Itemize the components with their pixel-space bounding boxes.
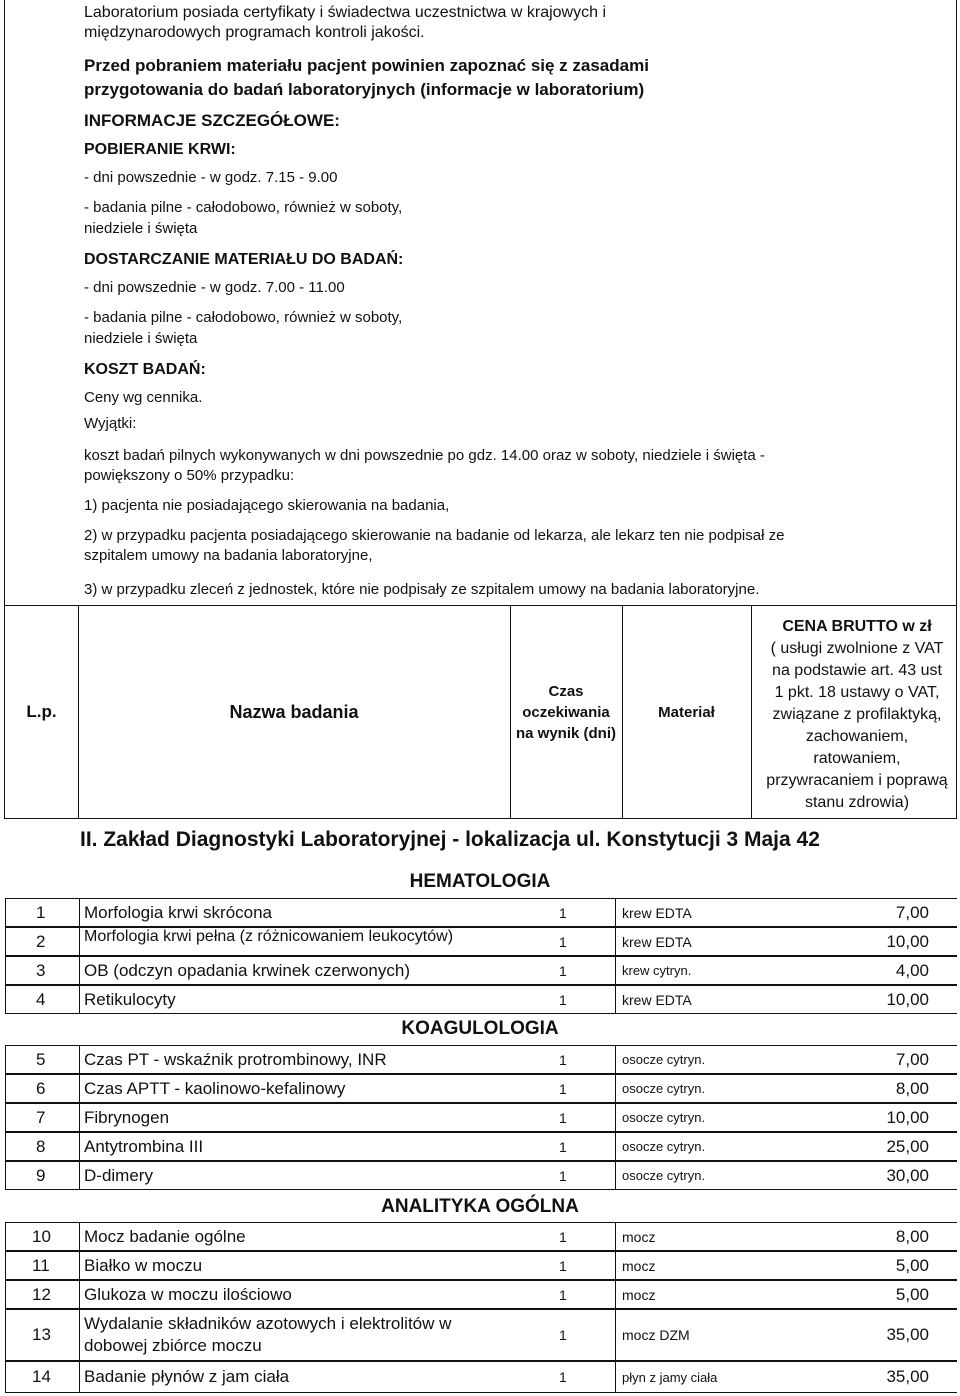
row-lp: 13 bbox=[5, 1310, 77, 1360]
exceptions-line-2: powiększony o 50% przypadku: bbox=[84, 467, 295, 484]
row-price: 5,00 bbox=[895, 1255, 929, 1275]
header-price-line-2: na podstawie art. 43 ust bbox=[772, 662, 942, 679]
row-price: 7,00 bbox=[895, 902, 929, 922]
row-time: 1 bbox=[559, 1051, 567, 1068]
row-name: Białko w moczu bbox=[79, 1252, 515, 1279]
row-price: 30,00 bbox=[886, 1165, 929, 1185]
row-time: 1 bbox=[559, 962, 567, 979]
row-price: 8,00 bbox=[895, 1226, 929, 1246]
row-material: mocz DZM bbox=[615, 1310, 755, 1360]
row-material: osocze cytryn. bbox=[615, 1133, 755, 1160]
warning-line-1: Przed pobraniem materiału pacjent powinien zapoznać się z zasadami bbox=[84, 56, 649, 75]
row-time: 1 bbox=[559, 991, 567, 1008]
row-time: 1 bbox=[559, 1138, 567, 1155]
case-2b: szpitalem umowy na badania laboratoryjne, bbox=[84, 547, 373, 564]
row-time: 1 bbox=[559, 1080, 567, 1097]
row-price: 25,00 bbox=[886, 1136, 929, 1156]
header-time-line-1: Czas bbox=[548, 682, 584, 700]
row-price: 4,00 bbox=[895, 960, 929, 980]
table-row bbox=[5, 927, 957, 956]
header-name: Nazwa badania bbox=[229, 701, 359, 722]
row-material: osocze cytryn. bbox=[615, 1104, 755, 1131]
details-heading: INFORMACJE SZCZEGÓŁOWE: bbox=[84, 111, 340, 130]
row-name: Retikulocyty bbox=[79, 986, 515, 1013]
exceptions-line-1: koszt badań pilnych wykonywanych w dni powszednie po gdz. 14.00 oraz w soboty, niedziele i święta - bbox=[84, 447, 765, 464]
case-1: 1) pacjenta nie posiadającego skierowania na badania, bbox=[84, 497, 450, 514]
row-material: osocze cytryn. bbox=[615, 1075, 755, 1102]
table-header bbox=[4, 605, 957, 819]
row-lp: 8 bbox=[5, 1133, 77, 1160]
case-3: 3) w przypadku zleceń z jednostek, które nie podpisały ze szpitalem umowy na badania laboratoryjne. bbox=[84, 581, 760, 598]
table-row bbox=[5, 1361, 957, 1393]
exceptions-label: Wyjątki: bbox=[84, 415, 137, 432]
row-name: Morfologia krwi skrócona bbox=[79, 899, 515, 926]
table-row bbox=[5, 1251, 957, 1280]
header-price bbox=[752, 616, 960, 814]
cert-line-2: międzynarodowych programach kontroli jakości. bbox=[84, 24, 425, 41]
header-material: Materiał bbox=[658, 703, 715, 721]
row-material: krew cytryn. bbox=[615, 957, 755, 984]
blood-urgent-2: niedziele i święta bbox=[84, 220, 198, 237]
row-lp: 5 bbox=[5, 1046, 77, 1073]
row-material: osocze cytryn. bbox=[615, 1162, 755, 1189]
section-coagulation: KOAGULOLOGIA bbox=[401, 1018, 559, 1039]
blood-urgent-1: - badania pilne - całodobowo, również w soboty, bbox=[84, 199, 403, 216]
row-name: Czas APTT - kaolinowo-kefalinowy bbox=[79, 1075, 515, 1102]
case-2a: 2) w przypadku pacjenta posiadającego skierowanie na badanie od lekarza, ale lekarz ten nie podpisał ze bbox=[84, 527, 785, 544]
row-lp: 10 bbox=[5, 1223, 77, 1250]
row-name: Morfologia krwi pełna (z różnicowaniem leukocytów) bbox=[79, 928, 515, 955]
row-time: 1 bbox=[559, 1286, 567, 1303]
table-row bbox=[5, 1280, 957, 1309]
cost-heading: KOSZT BADAŃ: bbox=[84, 361, 206, 378]
cost-text: Ceny wg cennika. bbox=[84, 389, 203, 406]
row-lp: 4 bbox=[5, 986, 77, 1013]
row-lp: 6 bbox=[5, 1075, 77, 1102]
header-price-line-3: 1 pkt. 18 ustawy o VAT, bbox=[774, 684, 940, 701]
delivery-heading: DOSTARCZANIE MATERIAŁU DO BADAŃ: bbox=[84, 251, 404, 268]
row-name: Antytrombina III bbox=[79, 1133, 515, 1160]
row-material: osocze cytryn. bbox=[615, 1046, 755, 1073]
header-lp: L.p. bbox=[26, 702, 57, 721]
row-price: 10,00 bbox=[886, 931, 929, 951]
row-time: 1 bbox=[559, 1228, 567, 1245]
section-hematology: HEMATOLOGIA bbox=[409, 871, 551, 892]
header-price-line-6: ratowaniem, bbox=[813, 750, 901, 767]
row-price: 10,00 bbox=[886, 1107, 929, 1127]
row-price: 7,00 bbox=[895, 1049, 929, 1069]
table-row bbox=[5, 1161, 957, 1190]
header-price-line-5: zachowaniem, bbox=[805, 728, 909, 745]
section-urinalysis: ANALITYKA OGÓLNA bbox=[381, 1196, 579, 1217]
row-name: Badanie płynów z jam ciała bbox=[79, 1362, 515, 1392]
info-block bbox=[4, 0, 957, 605]
table-row bbox=[5, 1222, 957, 1251]
row-material: mocz bbox=[615, 1281, 755, 1308]
table-row bbox=[5, 1132, 957, 1161]
row-price: 35,00 bbox=[886, 1367, 929, 1386]
row-time: 1 bbox=[559, 1109, 567, 1126]
row-name: Glukoza w moczu ilościowo bbox=[79, 1281, 515, 1308]
table-row bbox=[5, 1309, 957, 1361]
header-time-line-3: na wynik (dni) bbox=[515, 724, 616, 742]
row-name: Wydalanie składników azotowych i elektrolitów w dobowej zbiórce moczu bbox=[79, 1310, 515, 1360]
row-time: 1 bbox=[559, 1369, 567, 1385]
blood-weekdays: - dni powszednie - w godz. 7.15 - 9.00 bbox=[84, 169, 338, 186]
department-title: II. Zakład Diagnostyki Laboratoryjnej - lokalizacja ul. Konstytucji 3 Maja 42 bbox=[80, 828, 820, 851]
header-price-line-7: przywracaniem i poprawą bbox=[766, 772, 948, 789]
row-material: płyn z jamy ciała bbox=[615, 1362, 755, 1392]
row-lp: 2 bbox=[5, 928, 77, 955]
table-row bbox=[5, 1103, 957, 1132]
row-material: mocz bbox=[615, 1252, 755, 1279]
header-price-line-8: stanu zdrowia) bbox=[804, 794, 910, 811]
table-row bbox=[5, 1045, 957, 1074]
row-name: Mocz badanie ogólne bbox=[79, 1223, 515, 1250]
row-lp: 14 bbox=[5, 1362, 77, 1392]
cert-line-1: Laboratorium posiada certyfikaty i świadectwa uczestnictwa w krajowych i bbox=[84, 4, 606, 21]
table-row bbox=[5, 956, 957, 985]
header-time bbox=[510, 606, 622, 818]
row-lp: 3 bbox=[5, 957, 77, 984]
delivery-weekdays: - dni powszednie - w godz. 7.00 - 11.00 bbox=[84, 279, 345, 296]
row-time: 1 bbox=[559, 933, 567, 950]
delivery-urgent-1: - badania pilne - całodobowo, również w soboty, bbox=[84, 309, 403, 326]
row-price: 35,00 bbox=[886, 1325, 929, 1344]
row-material: mocz bbox=[615, 1223, 755, 1250]
row-material: krew EDTA bbox=[615, 986, 755, 1013]
row-name: D-dimery bbox=[79, 1162, 515, 1189]
row-material: krew EDTA bbox=[615, 899, 755, 926]
row-time: 1 bbox=[559, 1327, 567, 1343]
row-time: 1 bbox=[559, 904, 567, 921]
row-lp: 11 bbox=[5, 1252, 77, 1279]
table-row bbox=[5, 985, 957, 1014]
row-lp: 7 bbox=[5, 1104, 77, 1131]
row-name: Czas PT - wskaźnik protrombinowy, INR bbox=[79, 1046, 515, 1073]
row-lp: 1 bbox=[5, 899, 77, 926]
blood-heading: POBIERANIE KRWI: bbox=[84, 141, 236, 158]
table-row bbox=[5, 898, 957, 927]
row-price: 10,00 bbox=[886, 989, 929, 1009]
row-material: krew EDTA bbox=[615, 928, 755, 955]
delivery-urgent-2: niedziele i święta bbox=[84, 330, 198, 347]
row-lp: 12 bbox=[5, 1281, 77, 1308]
row-price: 8,00 bbox=[895, 1078, 929, 1098]
row-time: 1 bbox=[559, 1167, 567, 1184]
header-time-line-2: oczekiwania bbox=[522, 703, 610, 721]
row-price: 5,00 bbox=[895, 1284, 929, 1304]
row-time: 1 bbox=[559, 1257, 567, 1274]
warning-line-2: przygotowania do badań laboratoryjnych (informacje w laboratorium) bbox=[84, 80, 645, 99]
table-row bbox=[5, 1074, 957, 1103]
header-price-line-1: ( usługi zwolnione z VAT bbox=[770, 640, 944, 657]
header-price-line-4: związane z profilaktyką, bbox=[772, 706, 942, 723]
row-name: OB (odczyn opadania krwinek czerwonych) bbox=[79, 957, 515, 984]
row-name: Fibrynogen bbox=[79, 1104, 515, 1131]
row-lp: 9 bbox=[5, 1162, 77, 1189]
header-price-line-0: CENA BRUTTO w zł bbox=[782, 618, 932, 635]
